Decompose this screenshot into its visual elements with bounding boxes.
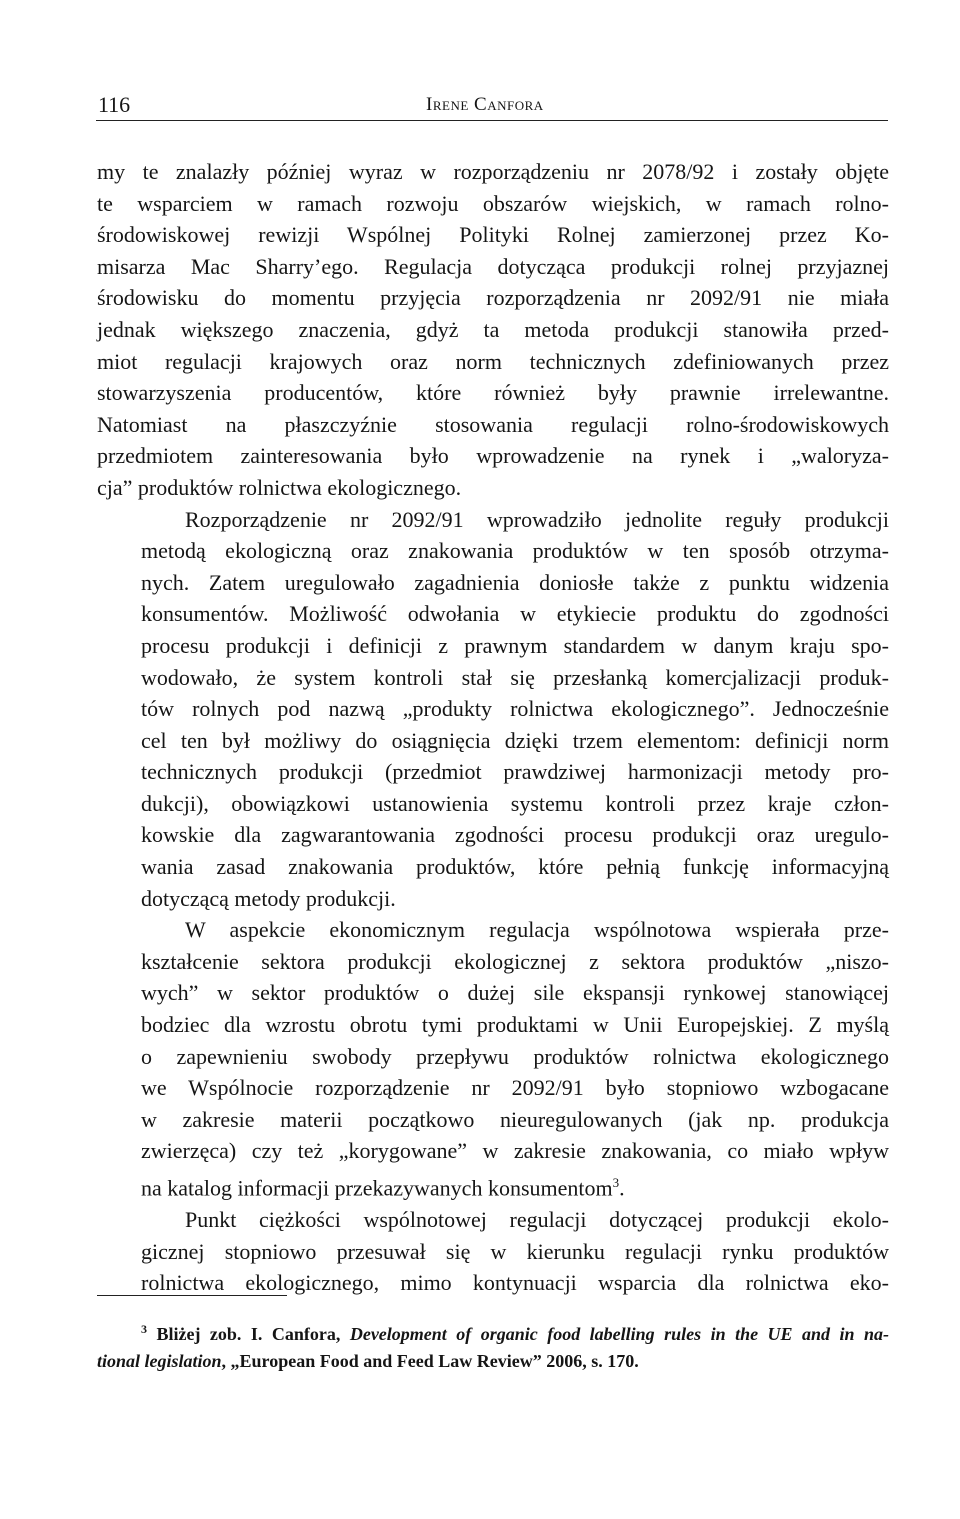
text-line: wych” w sektor produktów o dużej sile ekspansji rynkowej stanowiącej (141, 980, 889, 1006)
text-line: stowarzyszenia producentów, które również były prawnie irrelewantne. (97, 380, 889, 406)
paragraph-2 (97, 504, 889, 915)
footnote-separator (97, 1295, 287, 1296)
running-head: Irene Canfora (426, 94, 544, 115)
footnote-marker: 3 (141, 1322, 147, 1336)
footnote-lead: Bliżej zob. I. Canfora, (156, 1324, 350, 1344)
text-line: wania zasad znakowania produktów, które pełnią funkcję informacyjną (141, 854, 889, 880)
text-line: kształcenie sektora produkcji ekologicznej z sektora produktów „niszo- (141, 948, 889, 974)
text-line: dotyczącą metody produkcji. (141, 885, 396, 911)
text-line (97, 1167, 889, 1204)
text-line-content: na katalog informacji przekazywanych konsumentom (141, 1175, 613, 1201)
text-line: cel ten był możliwy do osiągnięcia dzięki trzem elementom: definicji norm (141, 727, 889, 753)
text-line: te wsparciem w ramach rozwoju obszarów wiejskich, w ramach rolno- (97, 190, 889, 216)
text-line: W aspekcie ekonomicznym regulacja wspólnotowa wspierała prze- (185, 917, 889, 943)
text-line: we Wspólnocie rozporządzenie nr 2092/91 było stopniowo wzbogacane (141, 1075, 889, 1101)
text-line: dukcji), obowiązkowi ustanowienia systemu kontroli przez kraje człon- (141, 790, 889, 816)
paragraph-1 (97, 156, 889, 504)
text-line: kowskie dla zagwarantowania zgodności procesu produkcji oraz uregulo- (141, 822, 889, 848)
text-line: zwierzęca) czy też „korygowane” w zakresie znakowania, co miało wpływ (141, 1138, 889, 1164)
text-line: cja” produktów rolnictwa ekologicznego. (97, 474, 462, 500)
sentence-end: . (619, 1175, 625, 1201)
text-line: rolnictwa ekologicznego, mimo kontynuacji wsparcia dla rolnictwa eko- (141, 1270, 889, 1296)
paragraph-4 (97, 1204, 889, 1299)
footnote-line (97, 1348, 889, 1375)
text-line: środowiskowej rewizji Wspólnej Polityki Rolnej zamierzonej przez Ko- (97, 222, 889, 248)
text-line: jednak większego znaczenia, gdyż ta metoda produkcji stanowiła przed- (97, 316, 889, 342)
paragraph-3 (97, 914, 889, 1204)
text-line: miot regulacji krajowych oraz norm technicznych zdefiniowanych przez (97, 348, 889, 374)
footnote-reference[interactable]: 3 (612, 1175, 620, 1190)
text-line: Natomiast na płaszczyźnie stosowania regulacji rolno-środowiskowych (97, 411, 889, 437)
footnote-title-cont: tional legislation (97, 1351, 222, 1371)
text-line: procesu produkcji i definicji z prawnym standardem w danym kraju spo- (141, 632, 889, 658)
text-line: Punkt ciężkości wspólnotowej regulacji dotyczącej produkcji ekolo- (185, 1206, 889, 1232)
text-line: bodziec dla wzrostu obrotu tymi produktami w Unii Europejskiej. Z myślą (141, 1012, 889, 1038)
text-line: Rozporządzenie nr 2092/91 wprowadziło jednolite reguły produkcji (185, 506, 889, 532)
page-header (96, 86, 888, 121)
body-text (97, 156, 889, 1299)
text-line: w zakresie materii początkowo nieuregulowanych (jak np. produkcja (141, 1106, 889, 1132)
text-line: nych. Zatem uregulowało zagadnienia doniosłe także z punktu widzenia (141, 569, 889, 595)
footnote-tail: , „European Food and Feed Law Review” 2006, s. 170. (221, 1351, 639, 1371)
text-line: my te znalazły później wyraz w rozporządzeniu nr 2078/92 i zostały objęte (97, 159, 889, 184)
footnote-title: Development of organic food labelling rules in the UE and in na- (349, 1324, 889, 1344)
page-number: 116 (98, 92, 131, 117)
footnote-line (97, 1316, 889, 1348)
text-line: przedmiotem zainteresowania było wprowadzenie na rynek i „waloryza- (97, 443, 889, 469)
text-line: misarza Mac Sharry’ego. Regulacja dotycząca produkcji rolnej przyjaznej (97, 253, 889, 279)
text-line: konsumentów. Możliwość odwołania w etykiecie produktu do zgodności (141, 601, 889, 627)
text-line: środowisku do momentu przyjęcia rozporządzenia nr 2092/91 nie miała (97, 285, 889, 311)
text-line: wodowało, że system kontroli stał się przesłanką komercjalizacji produk- (141, 664, 889, 690)
text-line: o zapewnieniu swobody przepływu produktów rolnictwa ekologicznego (141, 1043, 889, 1069)
text-line: technicznych produkcji (przedmiot prawdziwej harmonizacji metody pro- (141, 759, 889, 785)
footnote (97, 1316, 889, 1375)
text-line: tów rolnych pod nazwą „produkty rolnictwa ekologicznego”. Jednocześnie (141, 696, 889, 722)
text-line: gicznej stopniowo przesuwał się w kierunku regulacji rynku produktów (141, 1238, 889, 1264)
text-line: metodą ekologiczną oraz znakowania produktów w ten sposób otrzyma- (141, 538, 889, 564)
